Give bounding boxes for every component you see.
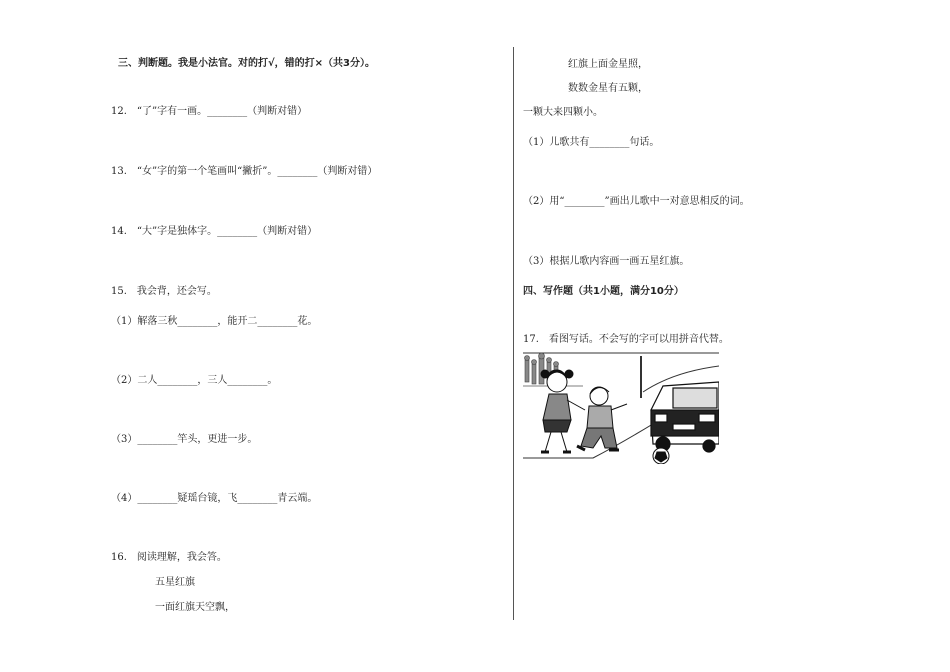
poem-line-3: 数数金星有五颗， — [568, 83, 648, 94]
question-15-2: （2）二人________，三人________。 — [111, 375, 278, 386]
question-15-4: （4）________疑瑶台镜，飞________青云端。 — [111, 493, 318, 504]
section-4-heading: 四、写作题（共1小题，满分10分） — [523, 286, 684, 297]
question-17: 17. 看图写话。不会写的字可以用拼音代替。 — [523, 334, 729, 345]
question-16-3: （3）根据儿歌内容画一画五星红旗。 — [523, 256, 690, 267]
question-14: 14. “大”字是独体字。________（判断对错） — [111, 226, 318, 237]
poem-title: 五星红旗 — [155, 577, 195, 588]
question-13: 13. “女”字的第一个笔画叫“撇折”。________（判断对错） — [111, 166, 378, 177]
poem-line-4: 一颗大来四颗小。 — [523, 107, 603, 118]
column-divider — [513, 47, 514, 620]
question-15-3: （3）________竿头，更进一步。 — [111, 434, 258, 445]
question-12: 12. “了”字有一画。________（判断对错） — [111, 106, 308, 117]
poem-line-1: 一面红旗天空飘， — [155, 602, 235, 613]
section-3-heading: 三、判断题。我是小法官。对的打√，错的打×（共3分）。 — [118, 58, 376, 69]
question-16: 16. 阅读理解，我会答。 — [111, 552, 227, 563]
question-16-1: （1）儿歌共有________句话。 — [523, 137, 660, 148]
question-15-1: （1）解落三秋________，能开二________花。 — [111, 316, 318, 327]
question-15: 15. 我会背，还会写。 — [111, 286, 217, 297]
question-16-2: （2）用“________”画出儿歌中一对意思相反的词。 — [523, 196, 750, 207]
poem-line-2: 红旗上面金星照， — [568, 59, 648, 70]
children-running-car-illustration-icon — [523, 352, 719, 464]
